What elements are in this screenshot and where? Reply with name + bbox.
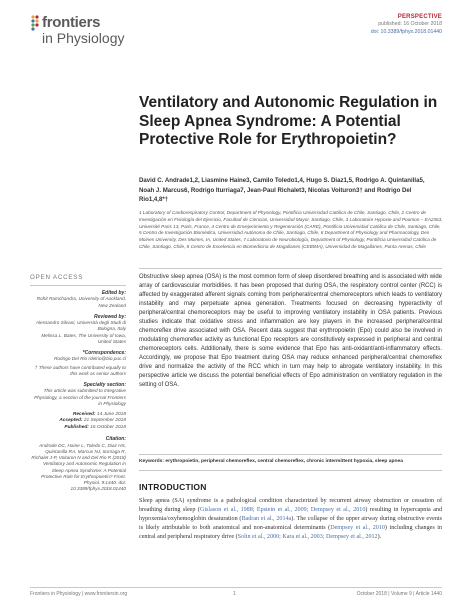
keywords-label: Keywords: [139,459,165,464]
logo-journal-name: in Physiology [42,30,125,46]
specialty-block [30,382,126,407]
intro-text: ) resulting in hypercapnia and hypoxemia/oxyhemoglobin desaturation ( [139,507,443,523]
citation-link[interactable]: Dempsey et al., 2010 [330,525,385,532]
accepted-label: Accepted: [59,418,83,424]
article-type: PERSPECTIVE [397,14,442,20]
sidebar [30,274,126,497]
doi-link[interactable]: doi: 10.3389/fphys.2018.01440 [370,28,442,35]
citation-link[interactable]: Badran et al., 2014a [241,516,292,523]
footer-divider [30,587,442,588]
affiliations: 1 Laboratory of Cardiorespiratory Control, Department of Physiology, Pontificia Universidad Católica de Chile, Santiago, Chile, 2 Centro de Investigación en Fisiología del Ejercicio, Facultad de Ciencias, Universidad Mayor, Santiago, Chile, 3 Laboratoire Hypoxie and Poumon – EA2363, Université Paris 13, Paris, France, 4 Centro de Envejecimiento y Regeneración (CARE), Pontificia Universidad Católica de Chile, Santiago, Chile, 5 Centro de Investigación Biomédica, Universidad Autónoma de Chile, Santiago, Chile, 6 Department of Physiology and Pharmacology, Des Moines University, Des Moines, IA, United States, 7 Laboratorio de Neurobiología, Department of Physiology, Pontificia Universidad Católica de Chile, Santiago, Chile, 8 Centro de Excelencia en Biomedicina de Magallanes (CEBIMA), Universidad de Magallanes, Punta Arenas, Chile [139,210,443,249]
frontiers-logo-icon [30,14,40,44]
divider [139,454,442,455]
reviewer-1: Alessandro Silvani, Università degli Studi di Bologna, Italy [35,320,126,332]
divider [139,268,442,269]
intro-text: ) including changes in central and peripheral respiratory drive ( [139,525,442,541]
divider [30,285,126,286]
citation-block [30,436,126,492]
citation-label: Citation: [105,436,126,443]
published-label: Published: [64,424,89,430]
intro-text: Sleep apnea (SA) syndrome is a pathological condition characterized by recurrent airway obstruction or cessation of breathing during sleep ( [139,498,442,514]
reviewed-by-block [30,314,126,345]
abstract: Obstructive sleep apnea (OSA) is the most common form of sleep disordered breathing and is associated with wide array of cardiovascular morbidities. It has been proposed that during OSA, the respiratory control center (RCC) is affected by exaggerated afferent signals coming from peripheral/central chemoreceptors which leads to ventilatory instability and may perpetuate apnea generation. Treatments focused on decreasing hyperactivity of peripheral/central chemoreceptors may be useful to improving ventilatory instability in OSA patients. Previous studies indicate that oxidative stress and inflammation are key players in the increased peripheral/central chemoreflex drive associated with OSA. Recent data suggest that erythropoietin (Epo) could also be involved in modulating chemoreflex activity as functional Epo receptors are constitutively expressed in peripheral and central chemoreceptors cells. Additionally, there is some evidence that Epo has anti-oxidant/anti-inflammatory effects. Accordingly, we propose that Epo treatment during OSA may reduce enhanced peripheral/central chemoreflex drive and normalize the activity of the RCC which in turn may help to abrogate ventilatory instability. In this perspective article we discuss the potential beneficial effects of Epo administration on ventilatory regulation in the setting of OSA. [139,274,442,389]
received-date: 14 June 2018 [96,412,126,418]
citation-link[interactable]: Gislason et al., 1988; Epstein et al., 2009; Dempsey et al., 2010 [199,507,366,514]
accepted-date: 21 September 2018 [83,418,126,424]
article-meta [371,14,442,36]
journal-logo[interactable] [30,14,160,48]
specialty-text: This article was submitted to Integrative Physiology, a section of the journal Frontiers in Physiology [34,388,126,406]
edited-by-label: Edited by: [101,290,126,296]
reviewed-by-label: Reviewed by: [94,313,126,320]
citation-text: Andrade DC, Haine L, Toledo C, Diaz HS, Quintanilla RA, Marcus NJ, Iturriaga R, Richalet J-P, Voituron N and Del Rio R (2018) Ventilatory and Autonomic Regulation in Sleep Apnea Syndrome: A Potential Protective Role for Erythropoietin? Front. Physiol. 9:1440. doi: 10.3389/fphys.2018.01440 [31,442,126,492]
article-title: Ventilatory and Autonomic Regulation in Sleep Apnea Syndrome: A Potential Protective Role for Erythropoietin? [139,94,438,148]
correspondence-block [30,350,126,377]
published-date: published: 16 October 2018 [378,21,442,28]
footer-journal-url[interactable]: Frontiers in Physiology | www.frontiersin.org [30,591,128,597]
specialty-label: Specialty section: [83,382,126,389]
dates-block [30,412,126,431]
footer-page-number: 1 [233,591,236,597]
keywords-list: erythropoietin, peripheral chemoreflex, central chemoreflex, chronic intermittent hypoxia, sleep apnea [165,459,403,464]
divider [139,470,442,471]
keywords [139,459,442,466]
open-access-label: OPEN ACCESS [30,274,84,281]
intro-text: ). [377,534,382,541]
published-date-sidebar: 16 October 2018 [90,424,126,430]
received-label: Received: [72,412,96,418]
correspondence-contact[interactable]: Rodrigo Del Rio rdelrio@bio.puc.cl [54,356,126,362]
logo-wordmark: frontiers [42,14,101,31]
equal-contribution-note: † These authors have contributed equally to this work as senior authors [34,364,126,376]
editor-name: Rohit Ramchandra, University of Auckland, New Zealand [36,296,126,308]
correspondence-label: *Correspondence: [82,350,126,357]
author-list: David C. Andrade1,2, Liasmine Haine3, Camilo Toledo1,4, Hugo S. Diaz1,5, Rodrigo A. Quintanilla5, Noah J. Marcus6, Rodrigo Iturriaga7, Jean-Paul Richalet3, Nicolas Voituron3† and Rodrigo Del Rio1,4,8*† [139,177,425,204]
section-heading-introduction: INTRODUCTION [139,482,207,492]
introduction-paragraph [139,497,442,542]
intro-text: ). The collapse of the upper airway during obstructive events is likely attributable to both anatomical and non-anatomical determinants ( [139,516,442,532]
citation-link[interactable]: Solin et al., 2000; Kara et al., 2003; Dempsey et al., 2012 [237,534,378,541]
footer-issue: October 2018 | Volume 9 | Article 1440 [356,591,442,597]
reviewer-2: Melissa L. Bates, The University of Iowa, United States [41,332,126,344]
edited-by-block [30,290,126,309]
